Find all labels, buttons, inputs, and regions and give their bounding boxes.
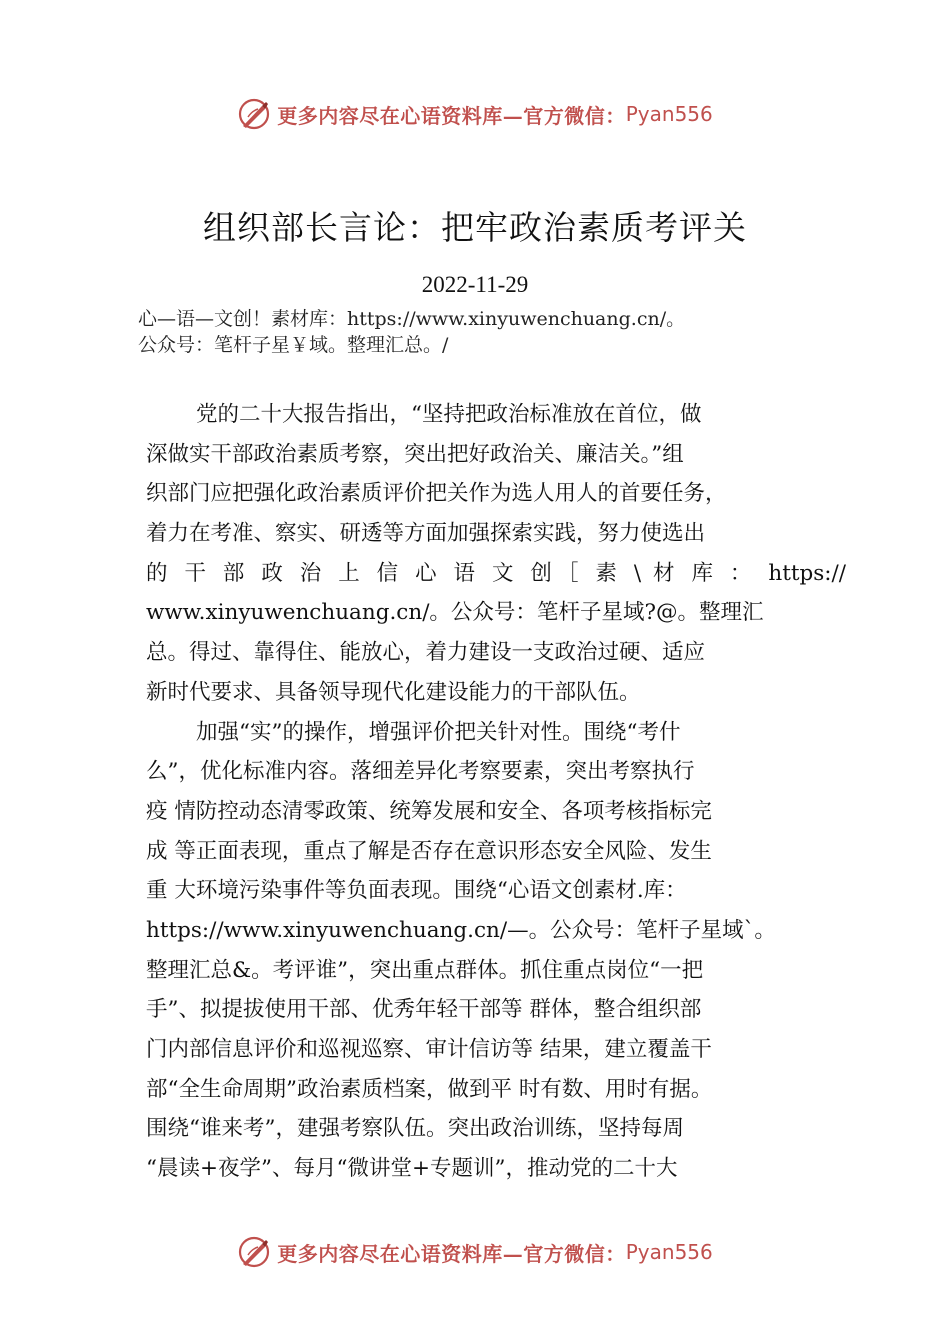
source-line: 心—语—文创！素材库：https://www.xinyuwenchuang.cn/。 xyxy=(138,308,686,330)
watermark-text: 更多内容尽在心语资料库—官方微信： xyxy=(277,1241,626,1266)
pen-logo-icon xyxy=(237,1235,271,1269)
body-line: 围绕“谁来考”，建强考察队伍。突出政治训练，坚持每周 xyxy=(146,1116,684,1142)
body-line: 新时代要求、具备领导现代化建设能力的干部队伍。 xyxy=(146,679,641,705)
body-line: 重 大环境污染事件等负面表现。围绕“心语文创素材.库： xyxy=(146,878,687,904)
article-date: 2022-11-29 xyxy=(421,272,529,297)
body-line: https://www.xinyuwenchuang.cn/—。公众号：笔杆子星域`。 xyxy=(146,917,776,943)
body-line: www.xinyuwenchuang.cn/。公众号：笔杆子星域?@。整理汇 xyxy=(146,600,764,626)
body-line: 疫 情防控动态清零政策、统筹发展和安全、各项考核指标完 xyxy=(146,798,712,824)
watermark-wechat-id: Pyan556 xyxy=(625,1240,713,1264)
article-title: 组织部长言论：把牢政治素质考评关 xyxy=(203,208,747,247)
body-line: 成 等正面表现，重点了解是否存在意识形态安全风险、发生 xyxy=(146,838,712,864)
body-line: “晨读+夜学”、每月“微讲堂+专题训”，推动党的二十大 xyxy=(146,1156,678,1182)
body-line: 门内部信息评价和巡视巡察、审计信访等 结果，建立覆盖干 xyxy=(146,1037,712,1062)
body-line: 织部门应把强化政治素质评价把关作为选人用人的首要任务， xyxy=(146,481,727,507)
watermark-wechat-id: Pyan556 xyxy=(625,102,713,126)
body-line: 着力在考准、察实、研透等方面加强探索实践，努力使选出 xyxy=(146,521,706,547)
article-body xyxy=(146,395,846,1189)
body-line: 党的二十大报告指出，“坚持把政治标准放在首位，做 xyxy=(196,402,702,427)
footer-watermark xyxy=(0,1232,950,1272)
body-line: 部“全生命周期”政治素质档案，做到平 时有数、用时有据。 xyxy=(146,1076,713,1102)
body-line: 深做实干部政治素质考察，突出把好政治关、廉洁关。”组 xyxy=(146,441,684,467)
header-watermark xyxy=(0,94,950,134)
pen-logo-icon xyxy=(237,97,271,131)
body-line: 总。得过、靠得住、能放心，着力建设一支政治过硬、适应 xyxy=(146,640,706,666)
body-line: 么”，优化标准内容。落细差异化考察要素，突出考察执行 xyxy=(146,759,695,785)
body-line: 手”、拟提拔使用干部、优秀年轻干部等 群体，整合组织部 xyxy=(146,997,702,1023)
source-line: 公众号：笔杆子星￥域。整理汇总。/ xyxy=(138,334,449,356)
watermark-text: 更多内容尽在心语资料库—官方微信： xyxy=(277,103,626,128)
body-line: 加强“实”的操作，增强评价把关针对性。围绕“考什 xyxy=(196,719,681,745)
body-line: 的 干 部 政 治 上 信 心 语 文 创［ 素 \ 材 库 ： https:// xyxy=(146,560,846,586)
body-line: 整理汇总&。考评谁”，突出重点群体。抓住重点岗位“一把 xyxy=(146,957,704,983)
